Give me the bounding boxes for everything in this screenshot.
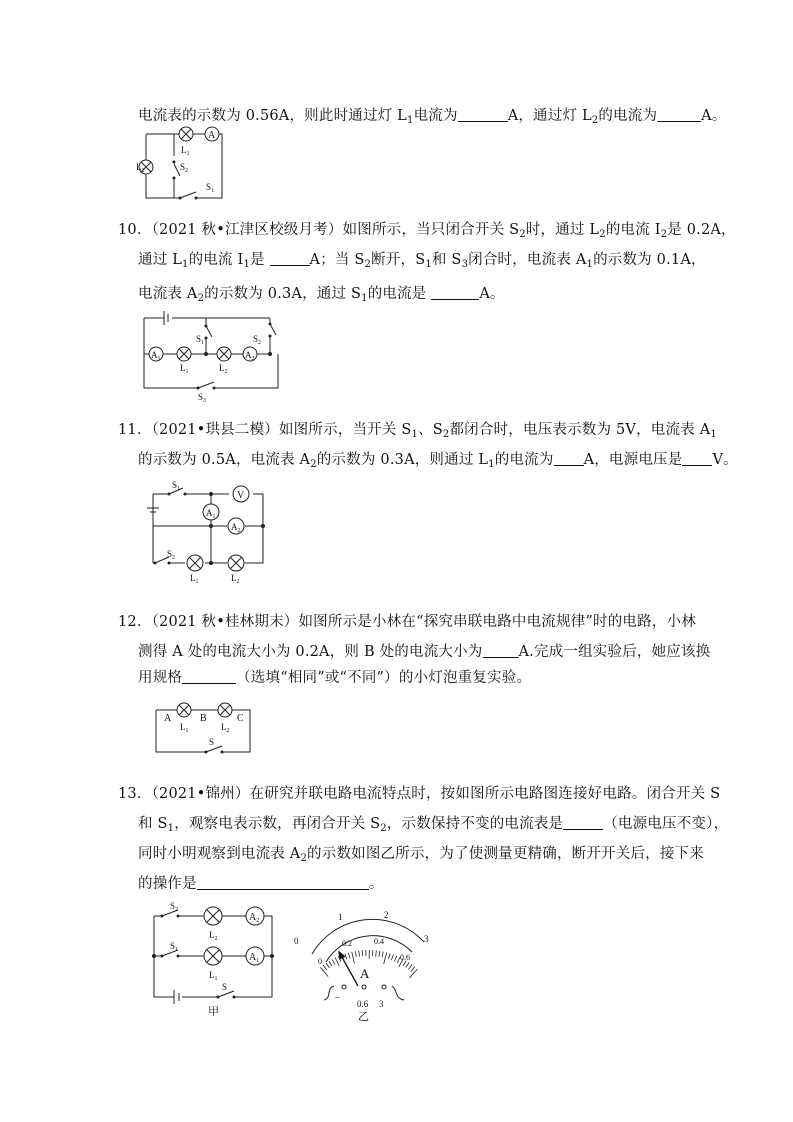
text: 电流表的示数为 0.56A，则此时通过灯 L [138,108,408,124]
sub: 1 [182,259,189,270]
question-source: （2021•珙县二模） [151,422,279,438]
text: ，观察电表示数，再闭合开关 S [174,816,381,832]
switch-s-label: S [222,982,228,992]
answer-blank-b-current[interactable] [483,643,519,658]
terminal-3-icon [382,985,386,989]
q13-line-4 [138,872,384,893]
text: A，通过灯 L [507,108,592,124]
text: 的示数为 0.3A，通过 S [204,286,362,302]
answer-blank-voltage[interactable] [682,451,712,466]
text: 是 [250,252,265,268]
text: A，电源电压是 [583,452,683,468]
text: A.完成一组实验后，她应该换 [518,644,711,660]
q11-line-1 [118,418,717,439]
q12-line-3 [138,666,531,687]
terminal-minus-icon [342,985,346,989]
sub: 2 [442,429,450,440]
switch-s2-label: $S_2$ [180,162,189,174]
text: 时，通过 L [525,222,600,238]
q13-circuit-diagram-jia [148,898,278,1022]
q12-circuit-diagram [152,700,252,758]
sub: 1 [488,459,495,470]
lamp-l2-label: $L_2$ [219,363,228,375]
outer-tick-3: 3 [424,934,429,944]
sub: 1 [407,115,414,126]
text: 如图所示，当只闭合开关 S [342,222,520,238]
text: V。 [712,452,738,468]
lamp-l1-label: $L_1$ [181,145,190,157]
switch-s2-label: $S_2$ [170,901,179,913]
q10-line-2 [138,248,706,269]
dial-tick [376,950,377,956]
lamp-l1-label: $L_1$ [180,722,189,734]
dial-tick [332,959,335,964]
text: 都闭合时，电压表示数为 5V，电流表 A [449,422,711,438]
switch-s1-label: $S_1$ [172,480,181,492]
text: 的电流 I [605,222,661,238]
ammeter-label: A [208,130,216,141]
q9-line-1 [138,104,727,125]
sub: 2 [599,229,606,240]
dial-tick [406,963,409,968]
battery-icon [164,311,168,325]
ammeter-a2-label: $A_2$ [249,912,260,924]
unit-label: A [360,966,370,981]
question-number: 12． [118,614,152,630]
switch-s1-label: $S_1$ [196,334,205,346]
terminal-minus-label: – [335,992,340,1002]
dial-tick [384,952,387,964]
figure-caption-jia: 甲 [208,1006,219,1018]
q11-line-2 [138,448,738,469]
q10-circuit-diagram [140,306,290,402]
ammeter-a1-label: $A_1$ [206,508,216,520]
switch-s3-icon [198,382,214,388]
terminal-06-label: 0.6 [357,999,369,1009]
lamp-l1-label: $L_1$ [209,970,218,982]
ammeter-a2-label: $A_2$ [231,522,241,534]
dial-tick [323,965,327,970]
text: 测得 A 处的电流大小为 0.2A，则 B 处的电流大小为 [138,644,483,660]
q13-line-3 [138,842,704,863]
text: ，示数保持不变的电流表是 [386,816,564,832]
q10-line-3 [138,282,505,303]
question-source: （2021 秋•江津区校级月考） [151,222,343,238]
sub: 1 [243,259,251,270]
ammeter-a2-label: $A_2$ [245,350,255,362]
dial-tick [326,963,329,968]
switch-s1-icon [180,192,196,198]
inner-tick-0: 0 [318,957,322,966]
text: 如图所示，当开关 S [278,422,412,438]
inner-tick-2: 0.4 [374,937,384,946]
dial-tick [320,967,328,976]
sub: 1 [425,259,432,270]
sub: 2 [519,229,526,240]
text: （电源电压不变）， [603,816,729,832]
answer-blank-s1[interactable] [431,285,479,300]
text: 在研究并联电路电流特点时，按如图所示电路图连接好电路。闭合开关 S [249,786,721,802]
q10-line-1 [118,218,736,239]
dial-tick [348,953,350,959]
text: 的示数为 0.1A， [593,252,706,268]
text: 的电流是 [367,286,427,302]
switch-s-label: S [209,737,215,747]
q13-line-2 [138,812,728,833]
dial-tick [394,956,396,962]
sub: 2 [364,259,372,270]
sub: 1 [710,429,717,440]
switch-s2-label: $S_2$ [253,334,262,346]
figure-caption-yi: 乙 [358,1011,369,1022]
dial-tick [388,953,390,959]
sub: 3 [461,259,469,270]
wire-right-icon [392,986,404,1000]
point-b-label: B [200,713,207,724]
text: 的电流 I [188,252,244,268]
answer-blank-l1[interactable] [458,107,508,122]
text: 的电流为 [494,452,554,468]
question-source: （2021 秋•桂林期末） [151,614,299,630]
answer-blank-l2[interactable] [657,107,701,122]
text: 电流表 A [138,286,198,302]
q13-line-1 [118,782,720,803]
lamp-l2-label: $L_2$ [209,930,218,942]
dial-tick [329,961,332,966]
text: 是 0.2A， [667,222,736,238]
sub: 2 [660,229,668,240]
text: 闭合时，电流表 A [468,252,587,268]
answer-blank-spec[interactable] [182,669,236,684]
dial-tick [379,951,380,957]
answer-blank-i1[interactable] [270,251,310,266]
dial-tick [355,951,356,957]
dial-tick [408,965,412,970]
lamp-l1-label: $L_1$ [190,573,199,585]
point-a-label: A [164,713,172,724]
sub: 1 [361,293,368,304]
voltmeter-label: V [237,490,245,501]
text: 通过 L [138,252,183,268]
lamp-l2-label: $L_2$ [231,573,240,585]
switch-s1-label: $S_1$ [206,182,215,194]
wire-left-icon [324,986,334,1000]
q12-line-2 [138,640,710,661]
dial-tick [359,951,360,957]
outer-tick-2: 2 [384,910,389,920]
terminal-06-icon [362,985,366,989]
dial-tick [409,969,417,978]
ammeter-a1-label: $A_1$ [151,350,161,362]
sub: 1 [586,259,594,270]
dial-tick [335,958,339,966]
text: 断开，S [371,252,426,268]
text: 的操作是 [138,876,197,892]
q13-ammeter-dial-yi [288,898,438,1022]
text: 同时小明观察到电流表 A [138,846,301,862]
sub: 2 [591,115,599,126]
answer-blank-l1-current[interactable] [554,451,584,466]
inner-tick-1: 0.2 [342,939,352,948]
inner-tick-3: 0.6 [400,953,410,962]
dial-tick [391,955,393,961]
terminal-3-label: 3 [379,999,384,1009]
q9-circuit-diagram [136,126,236,206]
text: 的示数为 0.5A，电流表 A [138,452,311,468]
question-number: 11． [118,422,152,438]
text: 。 [368,876,384,892]
lamp-l1-label: $L_1$ [180,363,189,375]
text: 的示数为 0.3A，则通过 L [316,452,489,468]
ammeter-a1-label: $A_1$ [249,952,260,964]
switch-s1-icon [206,326,212,337]
text: 、S [418,422,443,438]
sub: 2 [197,293,205,304]
sub: 2 [380,823,387,834]
switch-s2-icon [270,324,276,335]
point-c-label: C [237,713,244,724]
answer-blank-ammeter[interactable] [563,815,603,830]
answer-blank-next-step[interactable] [197,875,369,890]
switch-s1-label: $S_1$ [170,941,179,953]
q12-line-1 [118,610,696,631]
switch-s2-label: $S_2$ [167,549,176,561]
text: （选填“相同”或“不同”）的小灯泡重复实验。 [236,670,532,686]
dial-tick [411,967,415,972]
sub: 2 [300,853,308,864]
text: A。 [479,286,505,302]
lamp-l2-label: $L_2$ [136,162,145,174]
text: 的电流为 [598,108,658,124]
text: 和 S [431,252,462,268]
text: 用规格 [138,670,183,686]
text: 和 S [138,816,168,832]
lamp-l2-label: $L_2$ [221,722,230,734]
question-number: 13． [118,786,152,802]
text: 电流为 [413,108,458,124]
text: A；当 S [309,252,365,268]
battery-icon [174,990,179,1004]
outer-tick-1: 1 [338,912,343,922]
question-number: 10． [118,222,152,238]
q11-circuit-diagram [145,478,270,586]
outer-tick-0: 0 [294,936,299,946]
sub: 1 [167,823,175,834]
question-source: （2021•锦州） [151,786,250,802]
sub: 1 [411,429,419,440]
text: A。 [701,108,727,124]
sub: 2 [310,459,317,470]
dial-tick [382,952,383,958]
text: 如图所示是小林在“探究串联电路中电流规律”时的电路，小林 [298,614,696,630]
switch-s3-label: $S_3$ [198,392,207,402]
text: 的示数如图乙所示，为了使测量更精确，断开开关后，接下来 [307,846,704,862]
dial-tick [352,952,355,964]
